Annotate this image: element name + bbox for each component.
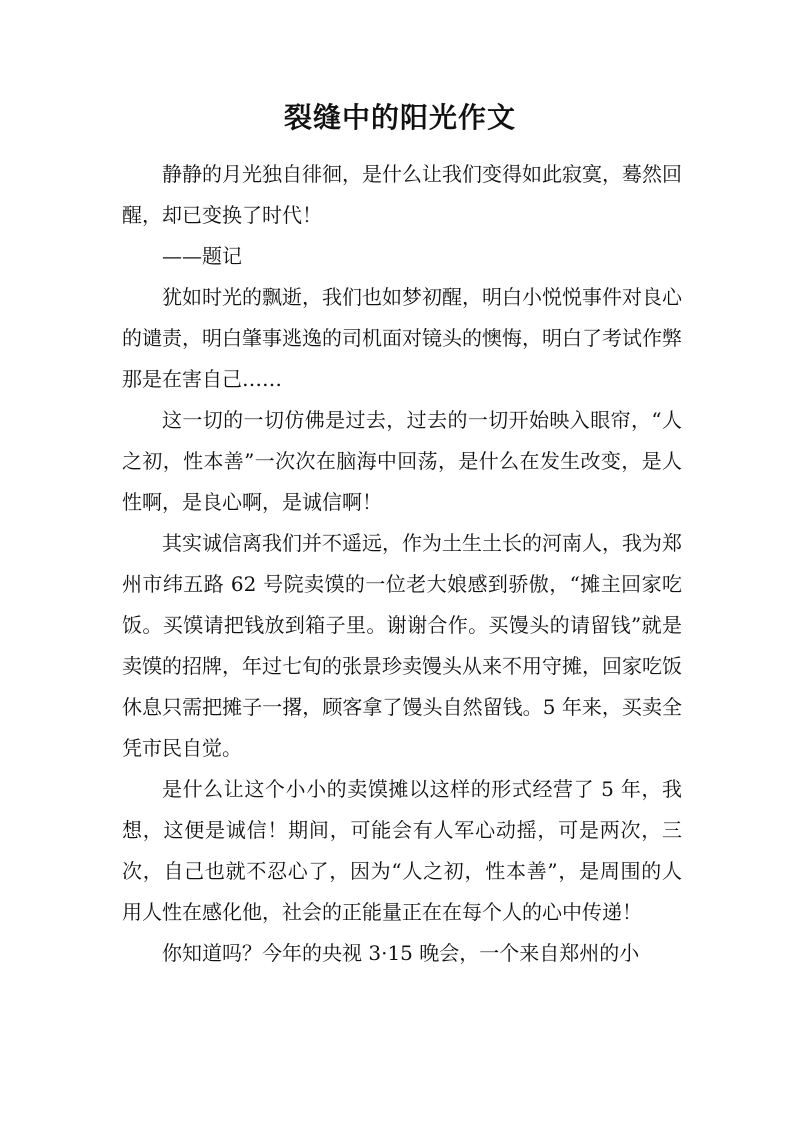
epigraph-attribution: ——题记 [162,244,242,268]
document-body [122,154,682,974]
document-title: 裂缝中的阳光作文 [283,101,516,134]
paragraph-3: 这一切的一切仿佛是过去，过去的一切开始映入眼帘，“人之初，性本善”一次次在脑海中回荡，是什么在发生改变，是人性啊，是良心啊，是诚信啊！ [122,408,682,514]
paragraph-4: 其实诚信离我们并不遥远，作为土生土长的河南人，我为郑州市纬五路 62 号院卖馍的一位老大娘感到骄傲，“摊主回家吃饭。买馍请把钱放到箱子里。谢谢合作。买馒头的请留钱”就是卖馍的招牌，年过七旬的张景珍卖馒头从来不用守摊，回家吃饭休息只需把摊子一撂，顾客拿了馒头自然留钱。5 年来，买卖全凭市民自觉。 [122,531,682,760]
paragraph-5: 是什么让这个小小的卖馍摊以这样的形式经营了 5 年，我想，这便是诚信！期间，可能会有人军心动摇，可是两次，三次，自己也就不忍心了，因为“人之初，性本善”，是周围的人用人性在感化他，社会的正能量正在在每个人的心中传递！ [122,777,682,924]
paragraph-6: 你知道吗？今年的央视 3·15 晚会，一个来自郑州的小 [162,941,640,965]
paragraph-2: 犹如时光的飘逝，我们也如梦初醒，明白小悦悦事件对良心的谴责，明白肇事逃逸的司机面对镜头的懊悔，明白了考试作弊那是在害自己…… [122,285,682,391]
paragraph-1: 静静的月光独自徘徊，是什么让我们变得如此寂寞，蓦然回醒，却已变换了时代！ [122,162,682,227]
